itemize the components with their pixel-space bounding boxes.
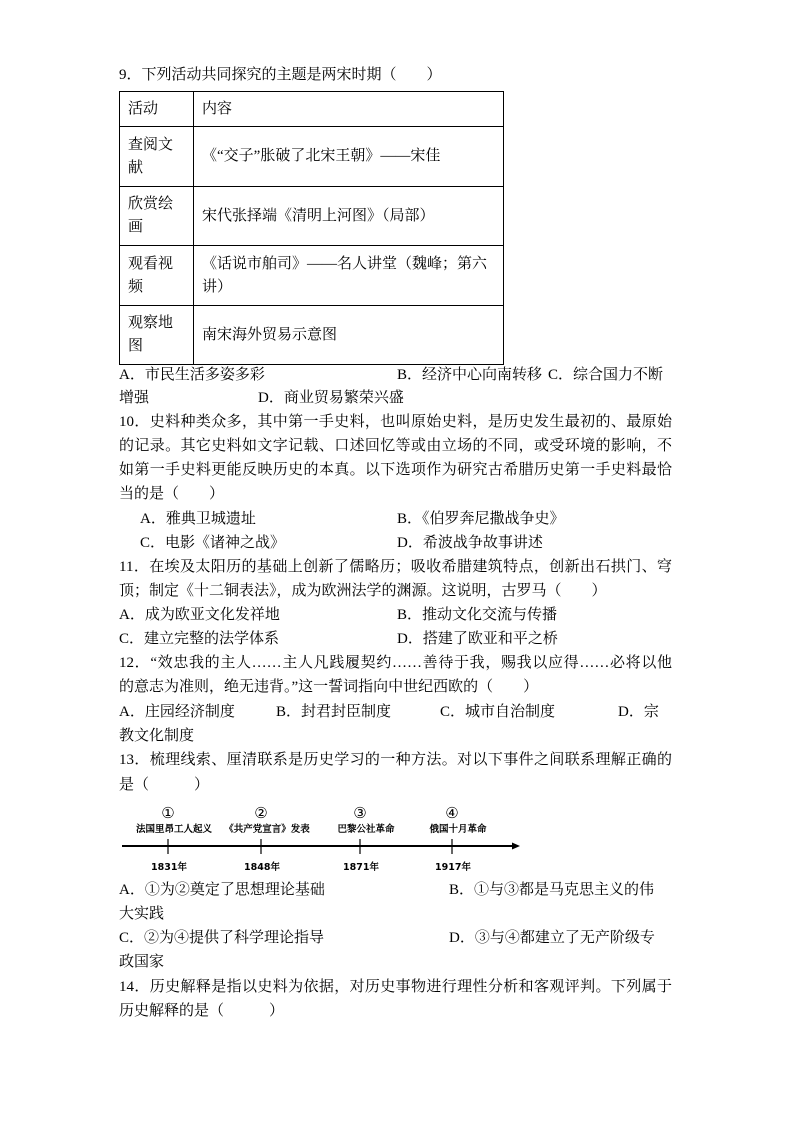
question-12-stem-line: 12．“效忠我的主人……主人凡践履契约……善待于我，赐我以应得……必将以他 — [119, 655, 672, 671]
question-14-stem-line: 历史解释的是（ ） — [119, 1003, 285, 1019]
question-10-stem-line: 如第一手史料更能反映历史的本真。以下选项作为研究古希腊历史第一手史料最恰 — [119, 462, 672, 478]
timeline-event-label: 俄国十月革命 — [429, 824, 487, 835]
question-12-stem-line: 的意志为准则，绝无违背。”这一誓词指向中世纪西欧的（ ） — [119, 679, 539, 695]
cell-activity: 查阅文献 — [120, 127, 194, 187]
option-a: A．①为②奠定了思想理论基础 — [119, 882, 325, 898]
table-row — [120, 246, 504, 306]
timeline-event — [429, 804, 487, 873]
timeline-event-number: ③ — [353, 804, 367, 822]
option-a: A．雅典卫城遗址 — [140, 511, 256, 527]
question-13-stem-line: 13．梳理线索、厘清联系是历史学习的一种方法。对以下事件之间联系理解正确的 — [119, 752, 672, 768]
timeline-event-label: 法国里昂工人起义 — [135, 824, 213, 835]
cell-content: 《“交子”胀破了北宋王朝》——宋佳 — [194, 127, 504, 187]
option-b: B．《伯罗奔尼撒战争史》 — [397, 511, 565, 527]
timeline-event-year: 1917年 — [435, 862, 471, 873]
question-11-stem-line: 11．在埃及太阳历的基础上创新了儒略历；吸收希腊建筑特点，创新出石拱门、穹 — [119, 559, 672, 575]
question-11-stem-line: 顶；制定《十二铜表法》，成为欧洲法学的渊源。这说明，古罗马（ ） — [119, 583, 607, 599]
timeline-event-number: ① — [161, 804, 175, 822]
table-body — [120, 92, 504, 365]
option-a: A．成为欧亚文化发祥地 — [119, 607, 280, 623]
timeline-event-year: 1848年 — [244, 862, 280, 873]
timeline-event-label: 《共产党宣言》发表 — [224, 824, 310, 835]
timeline-arrow — [512, 843, 520, 850]
option-a: A．市民生活多姿多彩 — [119, 367, 265, 383]
question-13-stem-line: 是（ ） — [119, 777, 210, 793]
question-14-stem-line: 14．历史解释是指以史料为依据，对历史事物进行理性分析和客观评判。下列属于 — [119, 979, 672, 995]
option-d: D．希波战争故事讲述 — [397, 535, 543, 551]
timeline-event-number: ② — [254, 804, 268, 822]
option-c: C．城市自治制度 — [440, 704, 556, 720]
question-10-stem-line: 10．史料种类众多，其中第一手史料，也叫原始史料，是历史发生最初的、最原始 — [119, 414, 672, 430]
cell-activity: 观察地图 — [120, 306, 194, 365]
option-b: B．①与③都是马克思主义的伟 — [449, 882, 655, 898]
timeline-figure — [115, 796, 520, 876]
option-c: C．电影《诸神之战》 — [140, 535, 286, 551]
timeline-event-year: 1871年 — [343, 862, 379, 873]
option-c: C．建立完整的法学体系 — [119, 631, 280, 647]
header-activity: 活动 — [120, 92, 194, 127]
question-9-stem: 9．下列活动共同探究的主题是两宋时期（ ） — [119, 67, 442, 83]
table-row — [120, 127, 504, 187]
option-d: D．宗 — [618, 704, 659, 720]
option-b: B．经济中心向南转移 — [397, 367, 543, 383]
question-10-stem-line: 当的是（ ） — [119, 486, 225, 502]
option-d: D．搭建了欧亚和平之桥 — [397, 631, 558, 647]
timeline-event-number: ④ — [445, 804, 459, 822]
option-b: B．封君封臣制度 — [276, 704, 392, 720]
activity-table — [119, 91, 504, 365]
timeline-event-year: 1831年 — [151, 862, 187, 873]
cell-content: 《话说市舶司》——名人讲堂（魏峰；第六讲） — [194, 246, 504, 306]
option-d: D．商业贸易繁荣兴盛 — [258, 390, 404, 406]
header-content: 内容 — [194, 92, 504, 127]
cell-content: 南宋海外贸易示意图 — [194, 306, 504, 365]
option-d-continued: 教文化制度 — [119, 728, 195, 744]
option-b: B．推动文化交流与传播 — [397, 607, 558, 623]
cell-content: 宋代张择端《清明上河图》（局部） — [194, 187, 504, 246]
option-c-continued: 增强 — [119, 390, 150, 406]
option-c: C．②为④提供了科学理论指导 — [119, 930, 325, 946]
timeline-event — [337, 804, 395, 873]
option-c: C．综合国力不断 — [548, 367, 664, 383]
option-a: A．庄园经济制度 — [119, 704, 235, 720]
timeline-event — [224, 804, 310, 873]
timeline-event-label: 巴黎公社革命 — [337, 824, 395, 835]
timeline-event — [136, 804, 213, 873]
cell-activity: 欣赏绘画 — [120, 187, 194, 246]
question-10-stem-line: 的记录。其它史料如文字记载、口述回忆等或由立场的不同，或受环境的影响，不 — [119, 438, 672, 454]
cell-activity: 观看视频 — [120, 246, 194, 306]
option-b-continued: 大实践 — [119, 906, 165, 922]
table-row — [120, 187, 504, 246]
option-d-continued: 政国家 — [119, 954, 165, 970]
table-row — [120, 306, 504, 365]
table-header-row — [120, 92, 504, 127]
option-d: D．③与④都建立了无产阶级专 — [449, 930, 655, 946]
